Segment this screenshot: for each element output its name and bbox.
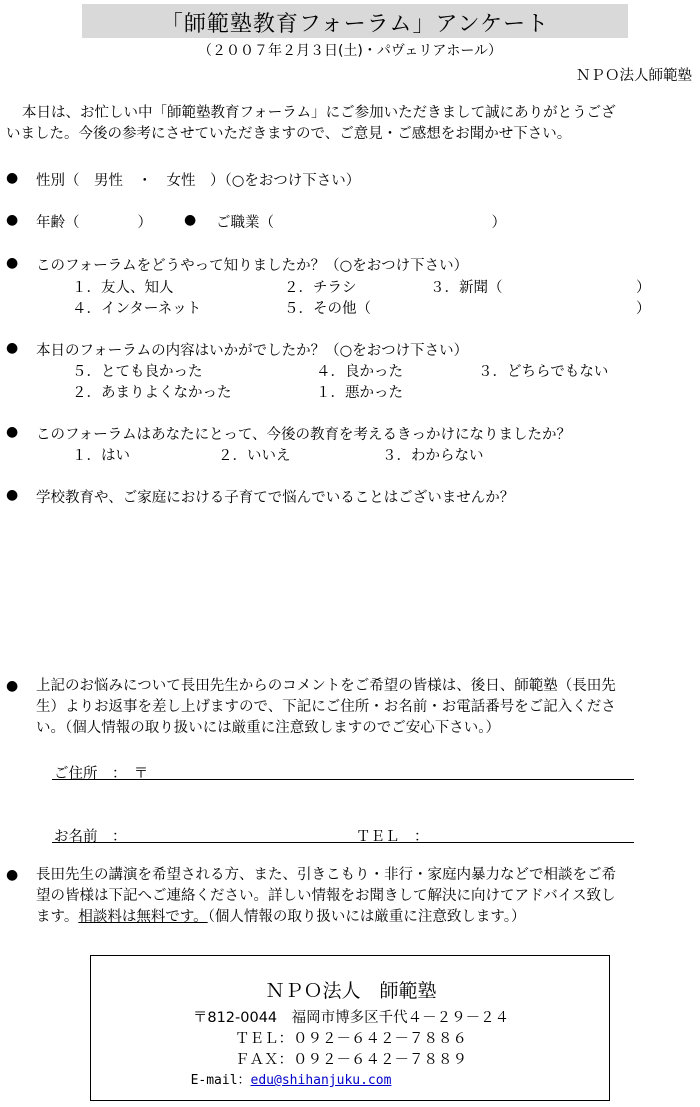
age-field: 年齢（ ） [36, 215, 152, 231]
trigger-question: このフォーラムはあなたにとって、今後の教育を考えるきっかけになりましたか？ [36, 427, 572, 443]
content-option-1: １．悪かった [316, 385, 403, 401]
content-option-4: ４．良かった [316, 364, 403, 380]
trigger-option-3: ３．わからない [382, 448, 484, 464]
email-label: E-mail： [190, 1073, 251, 1088]
gender-question: 性別（ 男性 ・ 女性 ）（○をおつけ下さい） [36, 173, 361, 189]
source-option-4: ４．インターネット [72, 301, 202, 317]
content-question: 本日のフォーラムの内容はいかがでしたか？（○をおつけ下さい） [36, 343, 469, 359]
lecture-line-2: 望の皆様は下記へご連絡ください。詳しい情報をお聞きして解決に向けてアドバイス致し [36, 888, 616, 904]
email-link[interactable]: edu@shihanjuku.com [250, 1073, 392, 1088]
source-option-1: １．友人、知人 [72, 280, 174, 296]
lecture-line-1: 長田先生の講演を希望される方、また、引きこもり・非行・家庭内暴力などで相談をご希 [36, 867, 616, 883]
page-title: 「師範塾教育フォーラム」アンケート [160, 12, 550, 37]
bullet-icon: ● [6, 170, 19, 186]
lecture-line-3-start: ます。 [36, 909, 79, 925]
source-option-3: ３．新聞（ [430, 280, 503, 296]
contact-tel: ＴＥＬ：０９２－６４２－７８８６ [235, 1031, 467, 1047]
trigger-option-1: １．はい [72, 448, 130, 464]
organization-name: ＮＰＯ法人師範塾 [576, 68, 692, 84]
contact-box [90, 955, 610, 1101]
comment-request-line-3: い。（個人情報の取り扱いには厳重に注意致しますのでご安心下さい。） [36, 720, 500, 736]
comment-request-line-2: 生）よりお返事を差し上げますので、下記にご住所・お名前・お電話番号をご記入くださ [36, 699, 616, 715]
trigger-option-2: ２．いいえ [218, 448, 291, 464]
lecture-line-3-end: （個人情報の取り扱いには厳重に注意致します。） [207, 909, 526, 925]
contact-fax: ＦＡＸ：０９２－６４２－７８８９ [235, 1052, 467, 1068]
event-subtitle: （２００７年２月３日(土)・パヴェリアホール） [197, 43, 503, 59]
intro-line-2: いました。今後の参考にさせていただきますので、ご意見・ご感想をお聞かせ下さい。 [6, 126, 572, 142]
title-banner [82, 4, 628, 38]
bullet-icon: ● [6, 255, 19, 271]
address-label: ご住所 ： 〒 [54, 766, 149, 782]
source-option-5-close: ） [636, 301, 651, 317]
lecture-line-3 [36, 907, 526, 928]
bullet-icon: ● [6, 867, 19, 883]
source-question: このフォーラムをどうやって知りましたか？（○をおつけ下さい） [36, 258, 469, 274]
contact-org: ＮＰＯ法人 師範塾 [265, 980, 437, 1002]
content-option-2: ２．あまりよくなかった [72, 385, 232, 401]
bullet-icon: ● [6, 424, 19, 440]
address-input-line[interactable] [52, 779, 634, 780]
name-tel-input-line[interactable] [52, 842, 634, 843]
worries-question: 学校教育や、ご家庭における子育てで悩んでいることはございませんか？ [36, 490, 515, 506]
bullet-icon: ● [6, 340, 19, 356]
intro-line-1: 本日は、お忙しい中「師範塾教育フォーラム」にご参加いただきまして誠にありがとうござ [22, 105, 616, 121]
tel-label: ＴＥＬ ： [356, 829, 429, 845]
bullet-icon: ● [6, 212, 19, 228]
free-consultation-note: 相談料は無料です。 [78, 909, 208, 925]
occupation-field: ご職業（ ） [216, 215, 506, 231]
source-option-2: ２．チラシ [284, 280, 357, 296]
bullet-icon: ● [184, 212, 197, 228]
source-option-3-close: ） [636, 280, 651, 296]
content-option-5: ５．とても良かった [72, 364, 203, 380]
content-option-3: ３．どちらでもない [478, 364, 609, 380]
comment-request-line-1: 上記のお悩みについて長田先生からのコメントをご希望の皆様は、後日、師範塾（長田先 [36, 678, 616, 694]
bullet-icon: ● [6, 678, 19, 694]
contact-email-row [31, 1069, 551, 1088]
name-label: お名前 ： [54, 829, 127, 845]
bullet-icon: ● [6, 487, 19, 503]
contact-address: 〒812-0044 福岡市博多区千代４－２９－２４ [192, 1010, 510, 1026]
source-option-5: ５．その他（ [284, 301, 371, 317]
